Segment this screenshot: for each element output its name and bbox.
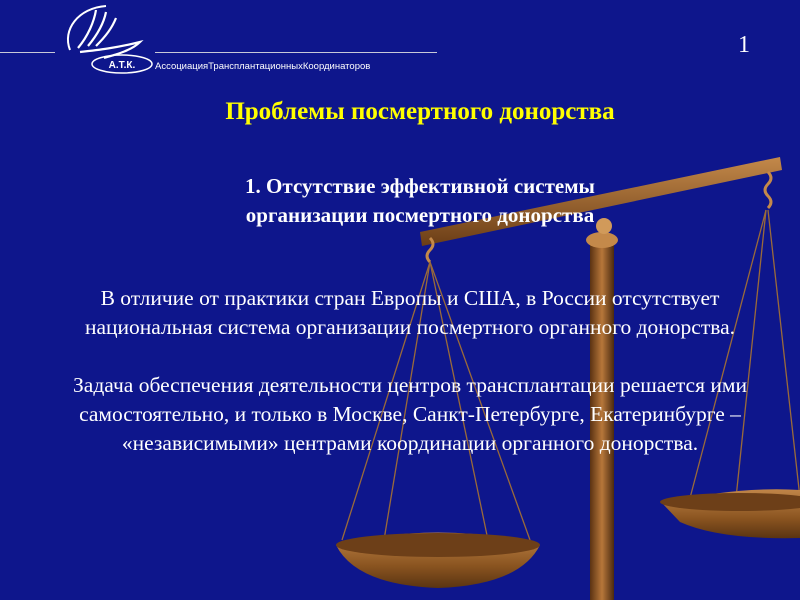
slide-subtitle bbox=[0, 172, 800, 230]
paragraph-1: В отличие от практики стран Европы и США, в России отсутствует национальная система организации посмертного органного донорства. bbox=[84, 286, 736, 339]
header-divider-right bbox=[155, 52, 437, 53]
subtitle-line-1: 1. Отсутствие эффективной системы bbox=[245, 174, 595, 198]
slide-title: Проблемы посмертного донорства bbox=[225, 98, 615, 125]
association-name bbox=[155, 61, 370, 72]
association-logo bbox=[58, 2, 158, 74]
body-text bbox=[55, 284, 765, 458]
association-name-part-1: Ассоциация bbox=[155, 61, 209, 72]
association-name-part-2: Трансплантационных bbox=[208, 61, 303, 72]
subtitle-line-2: организации посмертного донорства bbox=[245, 203, 595, 227]
slide-number: 1 bbox=[738, 32, 750, 58]
association-name-part-3: Координаторов bbox=[302, 61, 371, 72]
logo-text: А.Т.К. bbox=[108, 60, 136, 71]
paragraph-2: Задача обеспечения деятельности центров трансплантации решается ими самостоятельно, и только в Москве, Санкт-Петербурге, Екатеринбурге – «независимыми» центрами координации органного донорства. bbox=[73, 373, 747, 455]
header-divider-left bbox=[0, 52, 55, 53]
